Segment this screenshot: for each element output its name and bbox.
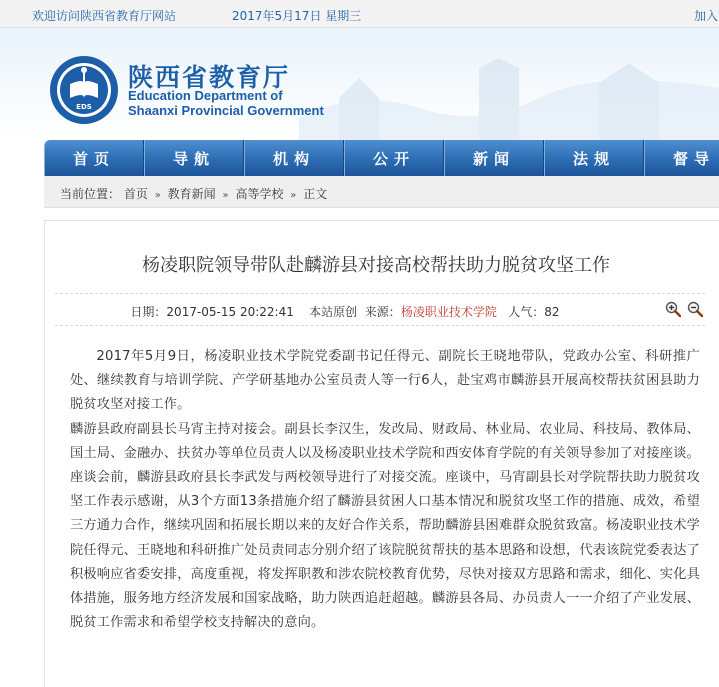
main-navigation [44, 140, 719, 176]
nav-item-regulations[interactable]: 法规 [544, 140, 644, 176]
article-paragraph: 麟游县政府副县长马宵主持对接会。副县长李汉生，发改局、财政局、林业局、农业局、科技局、教体局、国土局、金融办、扶贫办等单位员责人以及杨凌职业技术学院和西安体育学院的有关领导参加了对接座谈。座谈会前，麟游县政府县长李武发与两校领导进行了对接交流。座谈中，马宵副县长对学院帮扶助力脱贫攻坚工作表示感谢，从3个方面13条措施介绍了麟游县贫困人口基本情况和脱贫攻坚工作的措施、成效，希望三方通力合作，继续巩固和拓展长期以来的友好合作关系，帮助麟游县困难群众脱贫致富。杨凌职业技术学院任得元、王晓地和科研推广处员责同志分别介绍了该院脱贫帮扶的基本思路和设想，代表该院党委表达了积极响应省委安排，高度重视，将发挥职教和涉农院校教育优势，尽快对接双方思路和需求，细化、实化具体措施，服务地方经济发展和国家战略，助力陕西追赶超越。麟游县各局、办员责人一一介绍了产业发展、脱贫工作需求和希望学校支持解决的意向。 [70, 421, 700, 631]
nav-item-guide[interactable]: 导航 [144, 140, 244, 176]
breadcrumb-link-higher-education[interactable]: 高等学校 [235, 187, 284, 201]
nav-item-organization[interactable]: 机构 [244, 140, 344, 176]
site-name-en-line2: Shaanxi Provincial Government [128, 103, 324, 118]
views-count: 82 [544, 305, 560, 319]
divider [55, 325, 705, 326]
date-label: 日期： [130, 305, 167, 319]
nav-item-home[interactable]: 首页 [44, 140, 144, 176]
education-department-logo[interactable] [48, 54, 120, 126]
add-favorite-link[interactable]: 加入 [694, 9, 719, 23]
breadcrumb [44, 176, 719, 208]
article-body [70, 345, 700, 635]
welcome-text: 欢迎访问陕西省教育厅网站 [32, 9, 177, 23]
breadcrumb-arrow-icon: » [222, 190, 229, 201]
top-bar [0, 0, 719, 28]
site-name-cn: 陕西省教育厅 [128, 63, 291, 92]
breadcrumb-link-education-news[interactable]: 教育新闻 [167, 187, 216, 201]
breadcrumb-prefix: 当前位置： [60, 187, 121, 201]
article-paragraph: 2017年5月9日，杨凌职业技术学院党委副书记任得元、副院长王晓地带队，党政办公室、科研推广处、继续教育与培训学院、产学研基地办公室员责人等一行6人，赴宝鸡市麟游县开展高校帮扶贫困县助力脱贫攻坚对接工作。 [70, 349, 700, 413]
publish-date: 2017-05-15 20:22:41 [166, 305, 294, 319]
site-header [0, 28, 719, 140]
breadcrumb-arrow-icon: » [290, 190, 297, 201]
article-title: 杨凌职院领导带队赴麟游县对接高校帮扶助力脱贫攻坚工作 [142, 255, 610, 276]
origin-text: 本站原创 [309, 305, 358, 319]
nav-item-supervision[interactable]: 督导 [644, 140, 719, 176]
breadcrumb-link-home[interactable]: 首页 [123, 187, 148, 201]
source-label: 来源： [364, 305, 401, 319]
zoom-out-icon[interactable] [687, 301, 703, 317]
site-name-en-line1: Education Department of [128, 88, 283, 103]
nav-item-news[interactable]: 新闻 [444, 140, 544, 176]
divider [55, 293, 705, 294]
nav-item-disclosure[interactable]: 公开 [344, 140, 444, 176]
svg-text:EDS: EDS [76, 103, 92, 111]
article-meta [45, 303, 645, 320]
breadcrumb-arrow-icon: » [154, 190, 161, 201]
breadcrumb-current: 正文 [303, 187, 328, 201]
header-background-art [299, 28, 719, 140]
current-date: 2017年5月17日 星期三 [232, 9, 362, 23]
article-panel [44, 220, 719, 687]
views-label: 人气： [508, 305, 545, 319]
source-value: 杨凌职业技术学院 [400, 305, 497, 319]
zoom-in-icon[interactable] [665, 301, 681, 317]
